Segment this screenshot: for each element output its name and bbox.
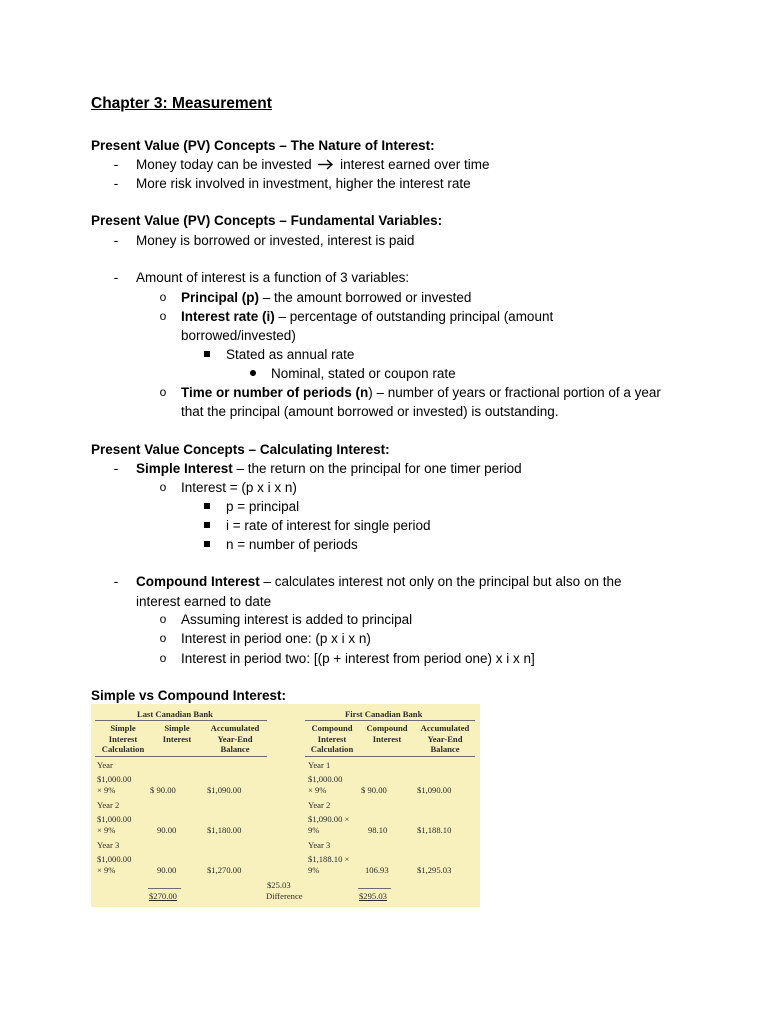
circle-bullet: o bbox=[159, 309, 167, 323]
header-line: Interest bbox=[108, 733, 138, 744]
right-y1-interest: $ 90.00 bbox=[361, 785, 387, 795]
bullet-invest-result: interest earned over time bbox=[340, 157, 490, 172]
left-year-2: Year 2 bbox=[97, 800, 120, 810]
circle-bullet: o bbox=[159, 290, 167, 304]
header-line: Accumulated bbox=[210, 723, 260, 733]
rule bbox=[305, 720, 475, 721]
left-y2-principal: $1,000.00 bbox=[97, 814, 132, 824]
circle-bullet: o bbox=[159, 385, 167, 399]
compound-assumption: Assuming interest is added to principal bbox=[181, 612, 413, 627]
left-y1-principal: $1,000.00 bbox=[97, 774, 132, 784]
header-line: Interest bbox=[317, 733, 347, 744]
def-rate: i = rate of interest for single period bbox=[226, 518, 431, 533]
def-periods: n = number of periods bbox=[226, 537, 358, 552]
header-compound-calc bbox=[305, 723, 359, 755]
bullet-three-variables: Amount of interest is a function of 3 variables: bbox=[136, 270, 410, 285]
simple-interest-label: Simple Interest bbox=[136, 461, 233, 476]
left-total-interest: $270.00 bbox=[149, 891, 177, 901]
left-y3-balance: $1,270.00 bbox=[207, 865, 242, 875]
left-y3-principal: $1,000.00 bbox=[97, 854, 132, 864]
item-compound-interest bbox=[136, 572, 621, 591]
left-y3-interest: 90.00 bbox=[157, 865, 177, 875]
item-nominal-rate: Nominal, stated or coupon rate bbox=[271, 366, 456, 381]
left-year-1: Year bbox=[97, 760, 113, 770]
interest-comparison-table bbox=[91, 704, 480, 907]
header-line: Simple bbox=[164, 723, 190, 733]
rule bbox=[148, 888, 181, 889]
header-line: Calculation bbox=[101, 744, 145, 754]
left-y1-interest: $ 90.00 bbox=[150, 785, 176, 795]
bullet-invest bbox=[136, 155, 489, 174]
right-y2-interest: 98.10 bbox=[368, 825, 388, 835]
left-y1-rate: × 9% bbox=[97, 785, 116, 795]
header-line: Year-End bbox=[217, 733, 253, 744]
left-bank-title: Last Canadian Bank bbox=[137, 709, 213, 719]
dot-bullet bbox=[250, 370, 256, 376]
dash-bullet: - bbox=[113, 157, 119, 172]
dash-bullet: - bbox=[113, 574, 119, 589]
item-annual-rate: Stated as annual rate bbox=[226, 347, 355, 362]
principal-label: Principal (p) bbox=[181, 290, 260, 305]
circle-bullet: o bbox=[159, 480, 167, 494]
header-line: Year-End bbox=[427, 733, 463, 744]
header-right-balance bbox=[413, 723, 477, 755]
header-simple-calc bbox=[95, 723, 151, 755]
time-label: Time or number of periods (n bbox=[181, 385, 369, 400]
square-bullet bbox=[204, 522, 210, 528]
def-principal: p = principal bbox=[226, 499, 300, 514]
rate-text-continued: borrowed/invested) bbox=[181, 328, 296, 343]
right-year-3: Year 3 bbox=[308, 840, 331, 850]
right-year-2: Year 2 bbox=[308, 800, 331, 810]
right-arrow-icon bbox=[318, 159, 334, 170]
compound-interest-label: Compound Interest bbox=[136, 574, 260, 589]
circle-bullet: o bbox=[159, 631, 167, 645]
right-y2-principal: $1,090.00 × bbox=[308, 814, 350, 824]
dash-bullet: - bbox=[113, 461, 119, 476]
right-y1-rate: × 9% bbox=[308, 785, 327, 795]
time-text-continued: that the principal (amount borrowed or invested) is outstanding. bbox=[181, 404, 559, 419]
right-year-1: Year 1 bbox=[308, 760, 331, 770]
header-line: Accumulated bbox=[420, 723, 470, 733]
header-line: Interest bbox=[372, 733, 402, 744]
rate-label: Interest rate (i) bbox=[181, 309, 275, 324]
square-bullet bbox=[204, 503, 210, 509]
header-line: Compound bbox=[311, 723, 353, 733]
difference-value: $25.03 bbox=[267, 880, 291, 890]
circle-bullet: o bbox=[159, 651, 167, 665]
header-line: Calculation bbox=[310, 744, 354, 754]
item-time bbox=[181, 383, 661, 402]
item-simple-interest bbox=[136, 459, 522, 478]
right-y3-rate: 9% bbox=[308, 865, 320, 875]
left-y1-balance: $1,090.00 bbox=[207, 785, 242, 795]
left-y2-rate: × 9% bbox=[97, 825, 116, 835]
difference-label: Difference bbox=[266, 891, 303, 901]
rate-text: – percentage of outstanding principal (amount bbox=[274, 309, 554, 324]
right-total-interest: $295.03 bbox=[359, 891, 387, 901]
square-bullet bbox=[204, 351, 210, 357]
header-line: Balance bbox=[220, 744, 250, 754]
header-line: Simple bbox=[110, 723, 136, 733]
header-line: Interest bbox=[162, 733, 192, 744]
circle-bullet: o bbox=[159, 612, 167, 626]
header-line: Balance bbox=[430, 744, 460, 754]
section-heading-variables: Present Value (PV) Concepts – Fundamental Variables: bbox=[91, 213, 443, 228]
compound-period-two: Interest in period two: [(p + interest from period one) x i x n] bbox=[181, 651, 535, 666]
page-title: Chapter 3: Measurement bbox=[91, 95, 272, 112]
left-y2-balance: $1,180.00 bbox=[207, 825, 242, 835]
square-bullet bbox=[204, 541, 210, 547]
dash-bullet: - bbox=[113, 233, 119, 248]
section-heading-nature: Present Value (PV) Concepts – The Nature of Interest: bbox=[91, 138, 435, 153]
right-y3-interest: 106.93 bbox=[365, 865, 389, 875]
rule bbox=[95, 720, 267, 721]
left-year-3: Year 3 bbox=[97, 840, 120, 850]
right-y3-balance: $1,295.03 bbox=[417, 865, 452, 875]
header-compound-interest bbox=[361, 723, 413, 744]
header-left-balance bbox=[203, 723, 267, 755]
item-principal bbox=[181, 288, 471, 307]
left-y2-interest: 90.00 bbox=[157, 825, 177, 835]
principal-text: – the amount borrowed or invested bbox=[259, 290, 472, 305]
right-y3-principal: $1,188.10 × bbox=[308, 854, 350, 864]
bullet-invest-text: Money today can be invested bbox=[136, 157, 312, 172]
time-text: ) – number of years or fractional portion of a year bbox=[368, 385, 661, 400]
section-heading-comparison: Simple vs Compound Interest: bbox=[91, 688, 287, 703]
compound-period-one: Interest in period one: (p x i x n) bbox=[181, 631, 371, 646]
dash-bullet: - bbox=[113, 176, 119, 191]
interest-formula: Interest = (p x i x n) bbox=[181, 480, 297, 495]
right-y2-balance: $1,188.10 bbox=[417, 825, 452, 835]
bullet-borrowed: Money is borrowed or invested, interest is paid bbox=[136, 233, 415, 248]
right-bank-title: First Canadian Bank bbox=[345, 709, 423, 719]
rule bbox=[358, 888, 391, 889]
right-y2-rate: 9% bbox=[308, 825, 320, 835]
compound-interest-text-continued: interest earned to date bbox=[136, 594, 272, 609]
header-line: Compound bbox=[366, 723, 408, 733]
compound-interest-text: – calculates interest not only on the principal but also on the bbox=[259, 574, 622, 589]
right-y1-balance: $1,090.00 bbox=[417, 785, 452, 795]
item-rate bbox=[181, 307, 553, 326]
dash-bullet: - bbox=[113, 270, 119, 285]
rule bbox=[95, 756, 267, 757]
section-heading-calculating: Present Value Concepts – Calculating Interest: bbox=[91, 442, 390, 457]
header-simple-interest bbox=[155, 723, 199, 744]
simple-interest-text: – the return on the principal for one timer period bbox=[232, 461, 522, 476]
left-y3-rate: × 9% bbox=[97, 865, 116, 875]
bullet-risk: More risk involved in investment, higher the interest rate bbox=[136, 176, 471, 191]
right-y1-principal: $1,000.00 bbox=[308, 774, 343, 784]
rule bbox=[305, 756, 475, 757]
